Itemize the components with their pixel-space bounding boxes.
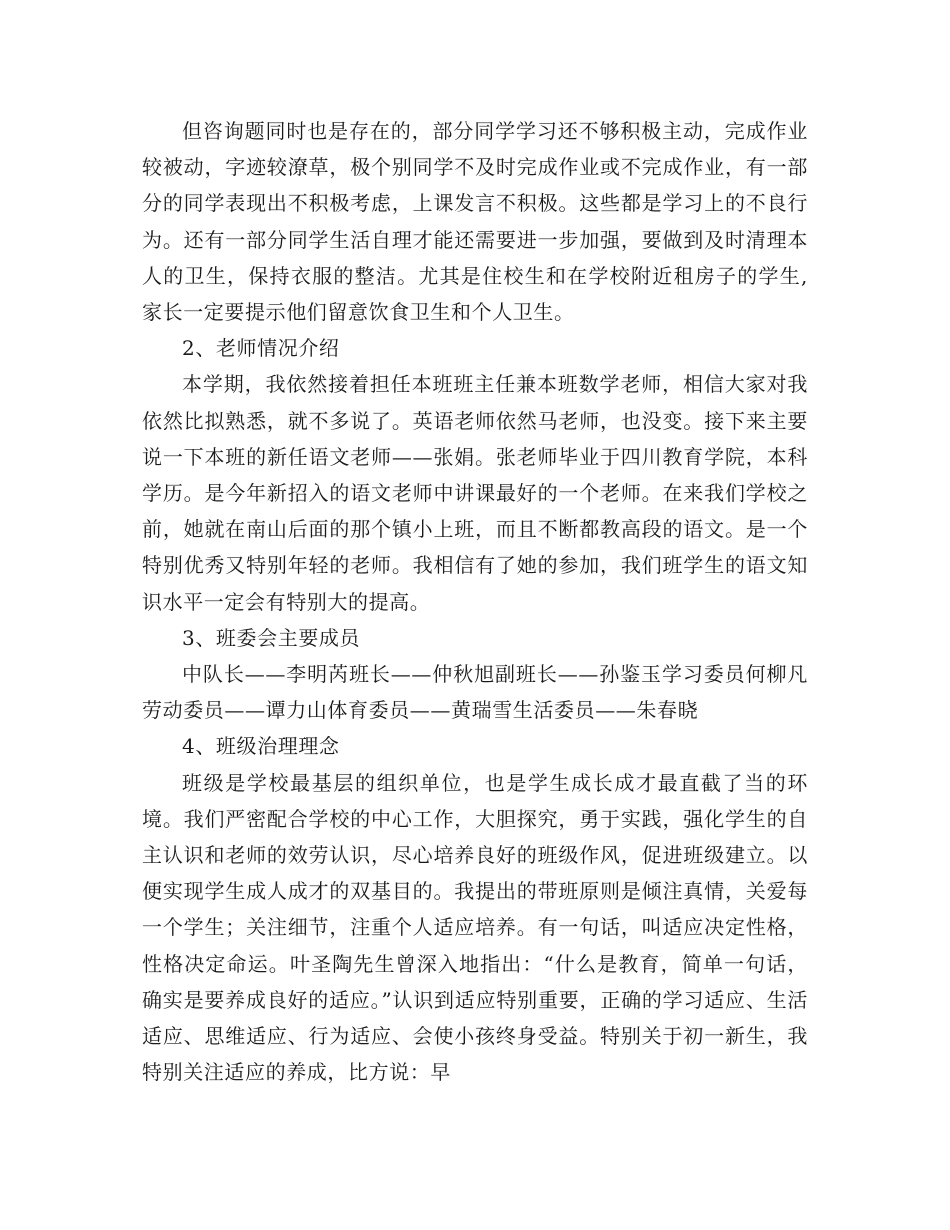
section-heading-committee: 3、班委会主要成员 xyxy=(182,625,361,650)
paragraph-committee: 中队长——李明芮班长——仲秋旭副班长——孙鉴玉学习委员何柳凡劳动委员——谭力山体育委员——黄瑞雪生活委员——朱春晓 xyxy=(142,662,808,723)
section-heading-philosophy: 4、班级治理理念 xyxy=(182,734,340,759)
paragraph-teachers: 本学期，我依然接着担任本班班主任兼本班数学老师，相信大家对我依然比拟熟悉，就不多说了。英语老师依然马老师，也没变。接下来主要说一下本班的新任语文老师——张娟。张老师毕业于四川教育学院，本科学历。是今年新招入的语文老师中讲课最好的一个老师。在来我们学校之前，她就在南山后面的那个镇小上班，而且不断都教高段的语文。是一个特别优秀又特别年轻的老师。我相信有了她的参加，我们班学生的语文知识水平一定会有特别大的提高。 xyxy=(142,372,808,614)
paragraph-philosophy: 班级是学校最基层的组织单位，也是学生成长成才最直截了当的环境。我们严密配合学校的中心工作，大胆探究，勇于实践，强化学生的自主认识和老师的效劳认识，尽心培养良好的班级作风，促进班级建立。以便实现学生成人成才的双基目的。我提出的带班原则是倾注真情，关爱每一个学生；关注细节，注重个人适应培养。有一句话，叫适应决定性格，性格决定命运。叶圣陶先生曾深入地指出：“什么是教育，简单一句话，确实是要养成良好的适应。”认识到适应特别重要，正确的学习适应、生活适应、思维适应、行为适应、会使小孩终身受益。特别关于初一新生，我特别关注适应的养成，比方说：早 xyxy=(142,770,808,1085)
section-heading-teachers: 2、老师情况介绍 xyxy=(182,336,340,361)
document-body xyxy=(142,113,808,1090)
paragraph-problems: 但咨询题同时也是存在的，部分同学学习还不够积极主动，完成作业较被动，字迹较潦草，极个别同学不及时完成作业或不完成作业，有一部分的同学表现出不积极考虑，上课发言不积极。这些都是学习上的不良行为。还有一部分同学生活自理才能还需要进一步加强，要做到及时清理本人的卫生，保持衣服的整洁。尤其是住校生和在学校附近租房子的学生,家长一定要提示他们留意饮食卫生和个人卫生。 xyxy=(142,119,808,325)
